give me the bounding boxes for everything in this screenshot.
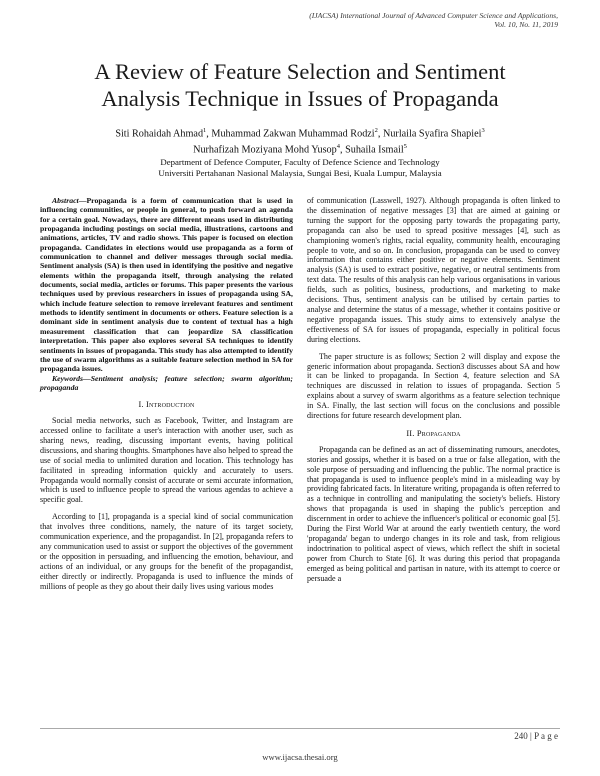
paper-title-line2: Analysis Technique in Issues of Propaganda — [101, 86, 499, 111]
author-name: Siti Rohaidah Ahmad — [115, 128, 204, 140]
abstract-text: —Propaganda is a form of communication that is used in influencing communities, or people in general, to push forward an agenda for a certain goal. Nowadays, there are different means used in distributing propaganda including postings on social media, illustrations, cartoons and animations, articles, TV and radio shows. This paper is focused on election propaganda. Candidates in elections would use propaganda as a form of communication to channel and deliver messages through social media. Sentiment analysis (SA) is then used in identifying the positive and negative elements within the propaganda itself, through analysing the related documents, social media, articles or forums. This paper presents the various techniques used by previous researchers in issues of propaganda using SA, which include feature selection to remove irrelevant features and sentiment methods to identify sentiment in documents or others. Feature selection is a dominant side in sentiment analysis due to content of textual has a high measurement classification that can jeopardize SA classification interpretation. This paper also explores several SA techniques to identify sentiments in issues of propaganda. This study has also attempted to identify the use of swarm algorithms as a suitable feature selection method in SA for propaganda issues. — [40, 196, 293, 374]
abstract — [40, 196, 293, 374]
journal-header — [309, 11, 558, 29]
right-column — [307, 196, 560, 584]
journal-website: www.ijacsa.thesai.org — [262, 752, 338, 762]
author-name: Suhaila Ismail — [345, 144, 404, 156]
author-name: Muhammad Zakwan Muhammad Rodzi — [211, 128, 375, 140]
affiliation-university: Universiti Pertahanan Nasional Malaysia, Sungai Besi, Kuala Lumpur, Malaysia — [158, 167, 442, 178]
author-index: 4 — [336, 143, 340, 151]
paper-title-line1: A Review of Feature Selection and Sentiment — [94, 59, 506, 84]
abstract-lead: Abstract — [52, 196, 79, 205]
section-title: Introduction — [146, 400, 195, 410]
author-index: 2 — [374, 127, 378, 134]
body-paragraph: According to [1], propaganda is a special kind of social communication that involves three conditions, namely, the nature of its target society, communication experience, and the propagandist. In [2], propaganda refers to any communication used to assist or support the objectives of the government or the opposition in persuading, and influencing the emotion, behaviour, and actions of an individual, or any groups for the benefit of the propagandist, either directly or indirectly. Propaganda is used to influence the minds of millions of people as they go about their daily lives using various modes — [40, 512, 293, 591]
author-name: Nurhafizah Moziyana Mohd Yusop — [193, 144, 337, 156]
keywords: Keywords—Sentiment analysis; feature selection; swarm algorithm; propaganda — [40, 373, 293, 392]
section-number: II. — [406, 428, 415, 438]
section-heading-introduction — [40, 400, 293, 410]
section-number: I. — [138, 400, 144, 410]
body-paragraph: The paper structure is as follows; Section 2 will display and expose the generic information about propaganda. Section3 discusses about SA and how it can be linked to propaganda. In Section 4, feature selection and SA techniques are discussed in relation to issues of propaganda. Section 5 explains about a survey of swarm algorithms as a feature selection technique in SA. Finally, the last section will focus on the conclusions and possible directions for future research development plan. — [307, 351, 560, 421]
author-line2: Nurhafizah Moziyana Mohd Yusop$^4$, Suhaila Ismail$^5$ — [193, 143, 407, 156]
author-name: Nurlaila Syafira Shapiei — [382, 128, 482, 140]
footer-divider — [40, 728, 560, 729]
author-index: 1 — [203, 127, 207, 134]
paper-title — [40, 58, 560, 112]
body-paragraph: Social media networks, such as Facebook, Twitter, and Instagram are accessed online to facilitate a user's interaction with another user, such as sharing news, reading, discussing important events, having political discussions, and sharing thoughts. Smartphones have also helped to spread the use of social media to unlimited duration and location. This technology has facilitated in spreading information quickly and accurately to users. Propaganda would normally consist of accurate or semi accurate information, which is used to influence people to spread the various agendas to achieve a specific goal. — [40, 416, 293, 505]
body-paragraph: Propaganda can be defined as an act of disseminating rumours, anecdotes, stories and gossips, whether it is based on a true or false allegation, with the sole purpose of persuading and influencing the public. The normal practice is that propaganda is used to influence people's mind in a misleading way by providing fabricated facts. In literature writing, propaganda is often referred to as a technique in controlling and manipulating the society's beliefs. History shows that propaganda is used in shaping the public's perception and discernment in order to achieve the influencer's political or economic goal [5]. During the First World War at around the early twentieth century, the word 'propaganda' began to undergo changes in its role and task, from religious indoctrination to political aspect of views, which reflect the shift in societal power from Church to State [6]. It was during this period that propaganda emerged as being political and partisan in nature, with its attempt to coerce or persuade a — [307, 444, 560, 583]
author-index: 3 — [481, 127, 485, 134]
journal-header-line2: Vol. 10, No. 11, 2019 — [494, 20, 558, 29]
author-block — [40, 124, 560, 179]
author-line1: Siti Rohaidah Ahmad$^1$, Muhammad Zakwan Muhammad Rodzi$^2$, Nurlaila Syafira Shapiei$^3$ — [115, 127, 485, 140]
body-paragraph: of communication (Lasswell, 1927). Although propaganda is often linked to the dissemination of negative messages [3] that are aimed at gaining or turning the support for the opposing party towards the propagating party, propaganda can also be used to spread positive messages [4], such as championing women's rights, racial equality, community health, encouraging people to vote, and so on. In conclusion, propaganda can be used to convey information that contains either positive or negative elements. Sentiment analysis (SA) is used to extract positive, negative, or neutral sentiments from text data. The results of this analysis can help various organisations in various fields, such as politics, business, productions, and marketing to make decisions. Thus, sentiment analysis can be utilised by certain parties to analyse and determine the status of a message, whether it contains positive or negative propaganda issues. This study aims to extensively analyse the effectiveness of SA for issues of propaganda, especially in political focus during elections. — [307, 196, 560, 344]
page-number: 240 | P a g e — [514, 731, 558, 741]
section-title: Propaganda — [416, 428, 461, 438]
left-column — [40, 196, 293, 592]
section-heading-propaganda — [307, 429, 560, 439]
affiliation-department: Department of Defence Computer, Faculty of Defence Science and Technology — [160, 156, 440, 167]
author-index: 5 — [403, 143, 407, 151]
journal-header-line1: (IJACSA) International Journal of Advanced Computer Science and Applications, — [309, 11, 558, 20]
